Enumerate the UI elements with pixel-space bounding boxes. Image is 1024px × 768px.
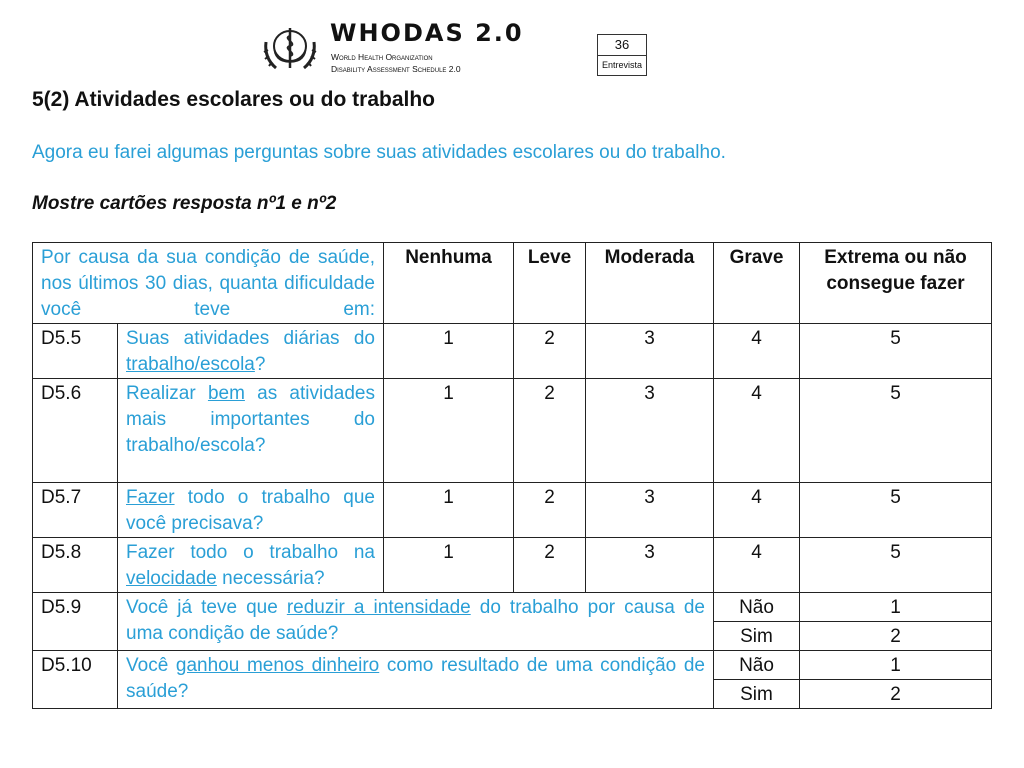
answer-option[interactable]: 2 [514,483,586,538]
answer-option[interactable]: 3 [586,538,714,593]
table-row [33,379,992,483]
section-title: 5(2) Atividades escolares ou do trabalho [32,88,435,111]
question-header: Por causa da sua condição de saúde, nos últimos 30 dias, quanta dificuldade você teve em: [33,243,384,324]
answer-option[interactable]: 4 [714,324,800,379]
answer-option[interactable]: 4 [714,483,800,538]
item-question: Realizar bem as atividades mais importantes do trabalho/escola? [118,379,384,483]
table-row [33,651,992,680]
item-code: D5.8 [33,538,118,593]
answer-option[interactable]: 1 [800,593,992,622]
column-header-grave: Grave [714,243,800,324]
answer-option[interactable]: 1 [384,379,514,483]
answer-option[interactable]: 3 [586,483,714,538]
brand-title: WHODAS 2.0 [330,19,524,47]
item-code: D5.9 [33,593,118,651]
answer-option[interactable]: 2 [514,324,586,379]
answer-option[interactable]: 1 [384,324,514,379]
question-table [32,242,992,709]
answer-option[interactable]: 3 [586,324,714,379]
column-header-leve: Leve [514,243,586,324]
answer-option[interactable]: 5 [800,379,992,483]
who-emblem-icon [262,22,318,74]
page-number-box [597,34,647,76]
brand-subtitle-line2: Disability Assessment Schedule 2.0 [331,64,461,74]
column-header-nenhuma: Nenhuma [384,243,514,324]
answer-option[interactable]: 5 [800,538,992,593]
answer-option[interactable]: 3 [586,379,714,483]
answer-option-label: Não [714,593,800,622]
table-row [33,324,992,379]
item-code: D5.10 [33,651,118,709]
table-row [33,483,992,538]
answer-option[interactable]: 2 [514,538,586,593]
item-code: D5.6 [33,379,118,483]
instruction-text: Mostre cartões resposta nº1 e nº2 [32,193,337,214]
page-number: 36 [598,35,646,56]
answer-option[interactable]: 4 [714,538,800,593]
item-question: Fazer todo o trabalho na velocidade necessária? [118,538,384,593]
answer-option[interactable]: 1 [384,538,514,593]
answer-option[interactable]: 2 [800,622,992,651]
answer-option[interactable]: 2 [514,379,586,483]
answer-option-label: Sim [714,680,800,709]
answer-option-label: Não [714,651,800,680]
answer-option[interactable]: 2 [800,680,992,709]
answer-option[interactable]: 5 [800,324,992,379]
table-row [33,538,992,593]
column-header-moderada: Moderada [586,243,714,324]
table-header-row [33,243,992,324]
item-code: D5.7 [33,483,118,538]
table-row [33,593,992,622]
page-label: Entrevista [601,60,643,70]
answer-option[interactable]: 4 [714,379,800,483]
intro-text: Agora eu farei algumas perguntas sobre suas atividades escolares ou do trabalho. [32,142,726,163]
answer-option-label: Sim [714,622,800,651]
item-question: Você ganhou menos dinheiro como resultado de uma condição de saúde? [118,651,714,709]
answer-option[interactable]: 1 [800,651,992,680]
answer-option[interactable]: 5 [800,483,992,538]
item-question: Fazer todo o trabalho que você precisava? [118,483,384,538]
column-header-extrema: Extrema ou não consegue fazer [800,243,992,324]
item-code: D5.5 [33,324,118,379]
item-question: Você já teve que reduzir a intensidade do trabalho por causa de uma condição de saúde? [118,593,714,651]
brand-subtitle-line1: World Health Organization [331,52,433,62]
item-question: Suas atividades diárias do trabalho/escola? [118,324,384,379]
answer-option[interactable]: 1 [384,483,514,538]
